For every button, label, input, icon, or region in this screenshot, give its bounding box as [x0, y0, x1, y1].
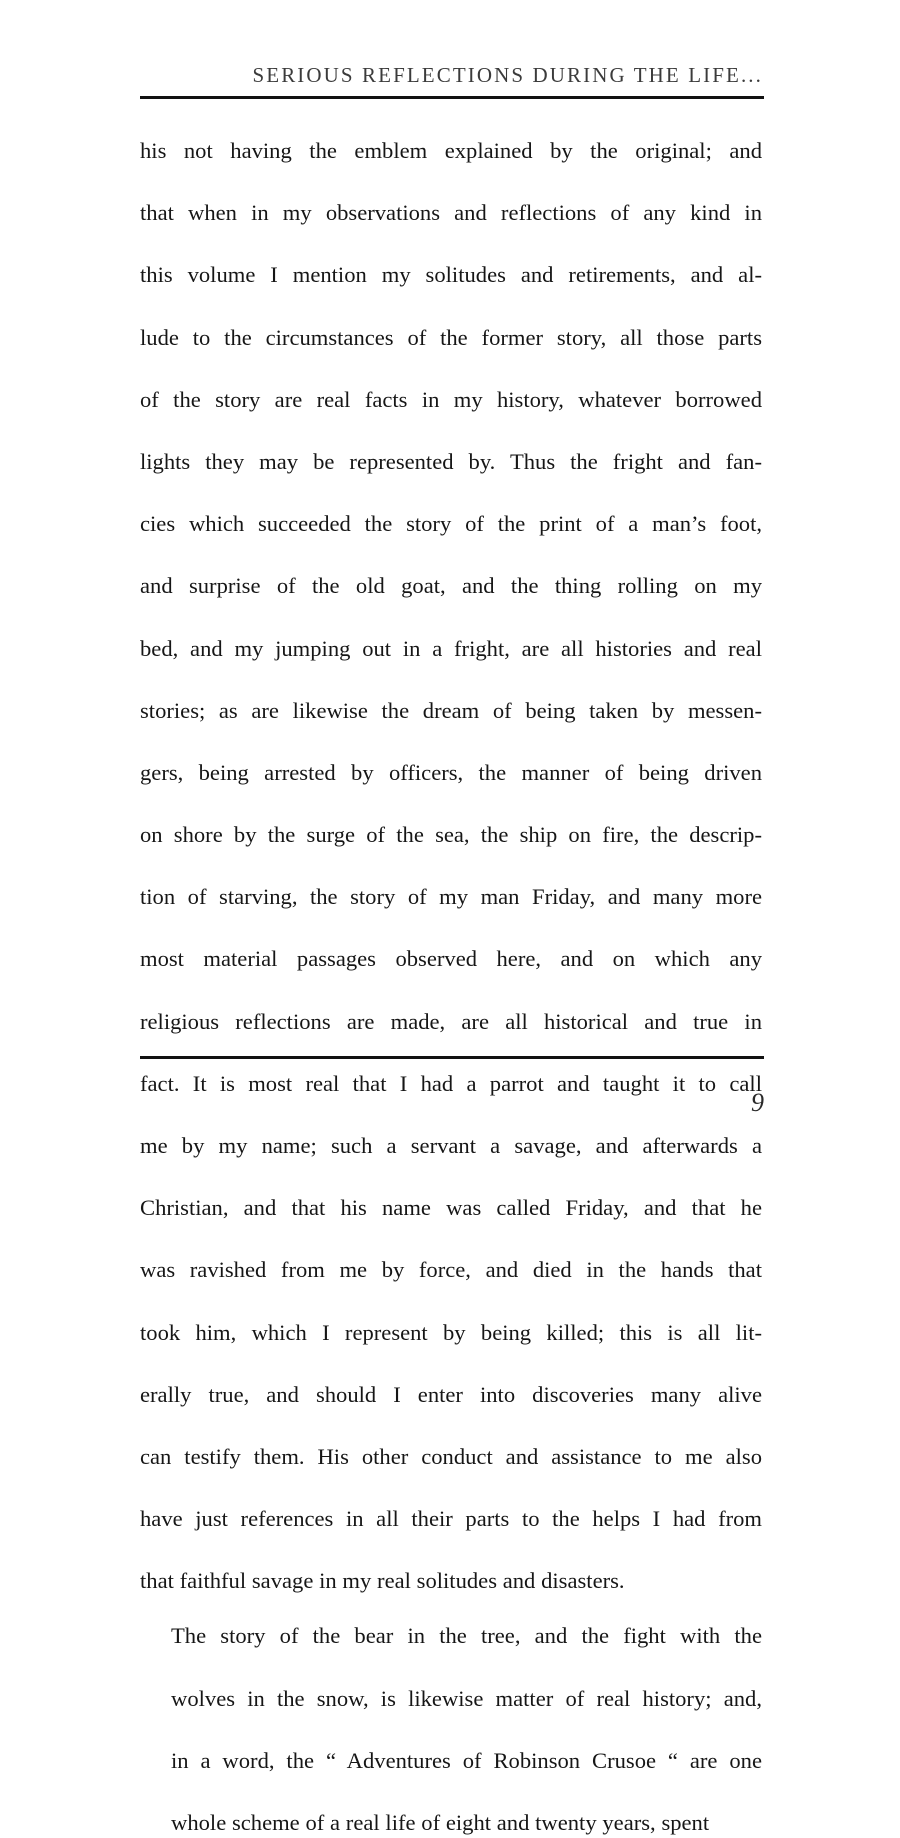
- text-line: lude to the circumstances of the former story, all those parts: [140, 324, 762, 350]
- text-line: wolves in the snow, is likewise matter of real history; and,: [171, 1685, 762, 1711]
- page-number: 9: [751, 1088, 764, 1117]
- text-line: tion of starving, the story of my man Friday, and many more: [140, 884, 762, 910]
- text-line: in a word, the “ Adventures of Robinson Crusoe “ are one: [171, 1747, 762, 1773]
- text-line: Christian, and that his name was called Friday, and that he: [140, 1195, 762, 1221]
- header-divider-rule: [140, 96, 764, 99]
- text-line: fact. It is most real that I had a parrot and taught it to call: [140, 1070, 762, 1096]
- body-text-block: [140, 135, 762, 1838]
- text-line: his not having the emblem explained by the original; and: [140, 138, 762, 163]
- running-header: [140, 62, 764, 88]
- text-line: most material passages observed here, and on which any: [140, 946, 762, 972]
- text-line: The story of the bear in the tree, and the fight with the: [171, 1623, 762, 1649]
- text-line: took him, which I represent by being killed; this is all lit-: [140, 1319, 762, 1345]
- text-line: on shore by the surge of the sea, the ship on fire, the descrip-: [140, 822, 762, 848]
- text-line: was ravished from me by force, and died in the hands that: [140, 1257, 762, 1283]
- text-line: religious reflections are made, are all historical and true in: [140, 1008, 762, 1034]
- footer-divider-rule: [140, 1056, 764, 1059]
- header-title: SERIOUS REFLECTIONS DURING THE LIFE...: [252, 63, 763, 87]
- text-line: that faithful savage in my real solitudes and disasters.: [140, 1568, 625, 1594]
- paragraph-2: [140, 1620, 762, 1838]
- text-line: stories; as are likewise the dream of being taken by messen-: [140, 697, 762, 723]
- text-line: this volume I mention my solitudes and retirements, and al-: [140, 262, 762, 288]
- text-line: have just references in all their parts to the helps I had from: [140, 1506, 762, 1532]
- text-line: that when in my observations and reflections of any kind in: [140, 200, 762, 226]
- text-line: can testify them. His other conduct and assistance to me also: [140, 1443, 762, 1469]
- text-line: me by my name; such a servant a savage, and afterwards a: [140, 1133, 762, 1158]
- text-line: erally true, and should I enter into discoveries many alive: [140, 1381, 762, 1407]
- text-line: gers, being arrested by officers, the manner of being driven: [140, 759, 762, 785]
- text-line: whole scheme of a real life of eight and twenty years, spent: [171, 1809, 710, 1835]
- text-line: cies which succeeded the story of the print of a man’s foot,: [140, 511, 762, 537]
- text-line: lights they may be represented by. Thus the fright and fan-: [140, 448, 762, 474]
- paragraph-1: [140, 135, 762, 1596]
- text-line: and surprise of the old goat, and the thing rolling on my: [140, 573, 762, 599]
- text-line: bed, and my jumping out in a fright, are all histories and real: [140, 635, 762, 661]
- text-line: of the story are real facts in my history, whatever borrowed: [140, 386, 762, 412]
